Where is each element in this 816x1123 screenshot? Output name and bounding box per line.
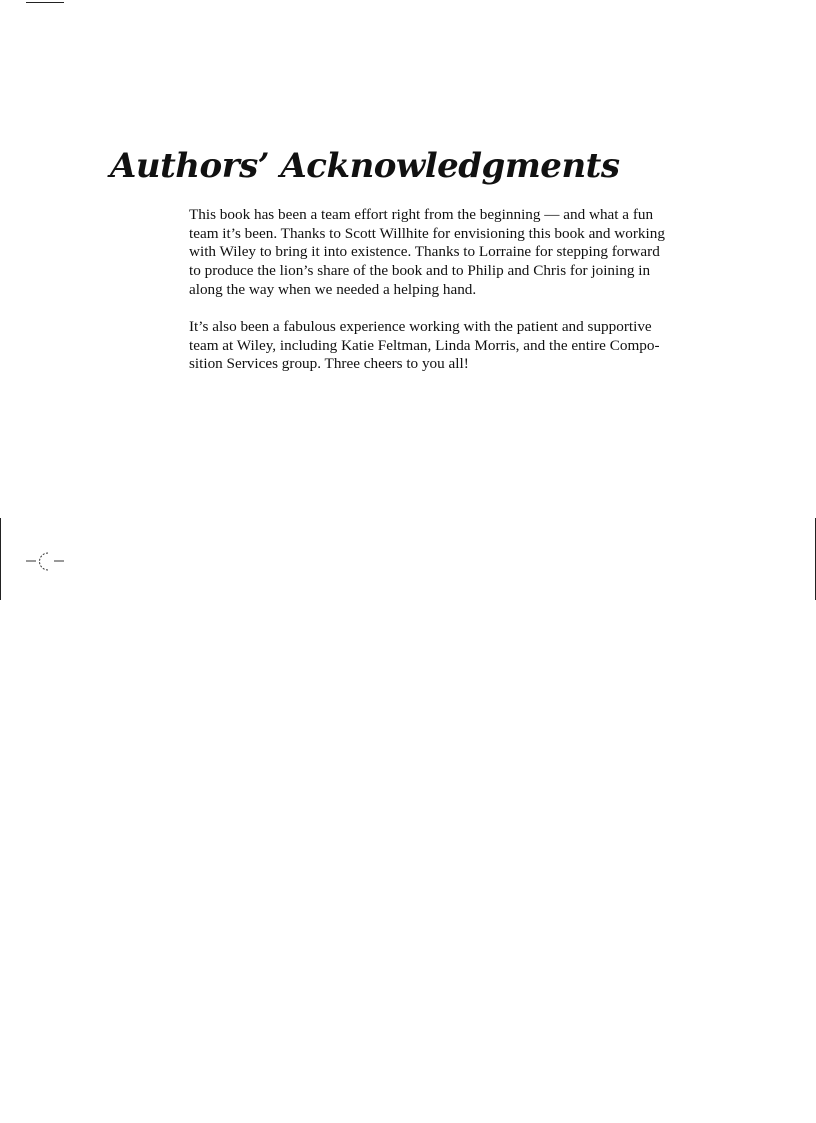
text-line: along the way when we needed a helping hand. — [189, 280, 477, 298]
page-title: Authors’ Acknowledgments — [110, 146, 620, 186]
text-line: This book has been a team effort right from the beginning — and what a fun — [189, 206, 654, 223]
page-edge-left — [0, 518, 1, 600]
text-line: team it’s been. Thanks to Scott Willhite for envisioning this book and working — [189, 224, 665, 242]
text-line: sition Services group. Three cheers to you all! — [189, 355, 469, 373]
paragraph — [189, 206, 709, 300]
text-line: to produce the lion’s share of the book and to Philip and Chris for joining in — [189, 262, 651, 280]
text-line: team at Wiley, including Katie Feltman, Linda Morris, and the entire Compo- — [189, 336, 660, 354]
body-text — [189, 206, 709, 374]
paragraph — [189, 318, 709, 374]
text-line: It’s also been a fabulous experience working with the patient and supportive — [189, 318, 652, 336]
crop-mark-top — [26, 0, 64, 3]
registration-mark-icon — [26, 548, 68, 578]
text-line: with Wiley to bring it into existence. Thanks to Lorraine for stepping forward — [189, 243, 660, 261]
